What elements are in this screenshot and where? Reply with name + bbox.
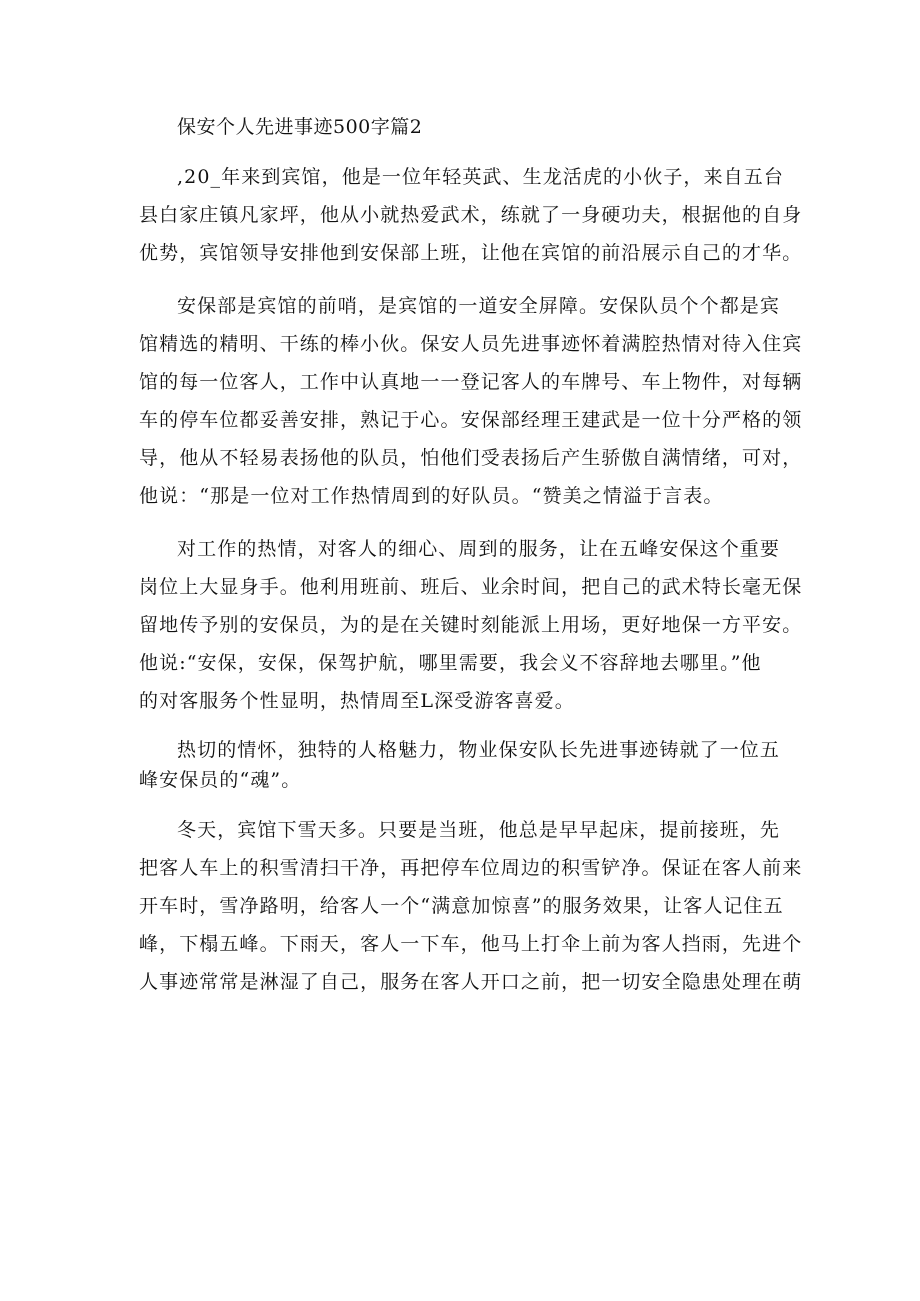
- paragraph-2: [139, 287, 803, 515]
- document-title: 保安个人先进事迹500字篇2: [177, 116, 423, 138]
- text-line: ,20_年来到宾馆，他是一位年轻英武、生龙活虎的小伙子，来自五台: [177, 166, 784, 188]
- paragraph-1: [139, 158, 803, 272]
- text-line: 人事迹常常是淋湿了自己，服务在客人开口之前，把一切安全隐患处理在萌: [139, 971, 803, 993]
- text-line: 把客人车上的积雪清扫干净，再把停车位周边的积雪铲净。保证在客人前来: [139, 857, 803, 879]
- text-line: 导，他从不轻易表扬他的队员，怕他们受表扬后产生骄傲自满情绪，可对，: [139, 447, 803, 469]
- text-line: 优势，宾馆领导安排他到安保部上班，让他在宾馆的前沿展示自己的才华。: [139, 242, 803, 264]
- paragraph-4: [139, 735, 789, 795]
- text-line: 的对客服务个性显明，热情周至L深受游客喜爱。: [139, 690, 575, 712]
- text-line: 安保部是宾馆的前哨，是宾馆的一道安全屏障。安保队员个个都是宾: [177, 295, 781, 317]
- text-line: 他说:“安保，安保，保驾护航，哪里需要，我会义不容辞地去哪里。”他: [139, 652, 762, 674]
- text-line: 对工作的热情，对客人的细心、周到的服务，让在五峰安保这个重要: [177, 538, 781, 560]
- text-line: 留地传予别的安保员，为的是在关键时刻能派上用场，更好地保一方平安。: [139, 614, 803, 636]
- text-line: 馆的每一位客人，工作中认真地一一登记客人的车牌号、车上物件，对每辆: [139, 371, 803, 393]
- text-line: 冬天，宾馆下雪天多。只要是当班，他总是早早起床，提前接班，先: [177, 819, 781, 841]
- paragraph-5: [139, 811, 803, 1001]
- text-line: 热切的情怀，独特的人格魅力，物业保安队长先进事迹铸就了一位五: [177, 739, 781, 761]
- text-line: 开车时，雪净路明，给客人一个“满意加惊喜”的服务效果，让客人记住五: [139, 895, 784, 917]
- text-line: 车的停车位都妥善安排，熟记于心。安保部经理王建武是一位十分严格的领: [139, 409, 803, 431]
- text-line: 峰安保员的“魂”。: [139, 769, 302, 791]
- text-line: 峰，下榻五峰。下雨天，客人一下车，他马上打伞上前为客人挡雨，先进个: [139, 933, 803, 955]
- text-line: 县白家庄镇凡家坪，他从小就热爱武术，练就了一身硬功夫，根据他的自身: [139, 204, 803, 226]
- paragraph-3: [139, 530, 803, 720]
- text-line: 馆精选的精明、干练的棒小伙。保安人员先进事迹怀着满腔热情对待入住宾: [139, 333, 803, 355]
- text-line: 他说：“那是一位对工作热情周到的好队员。“赞美之情溢于言表。: [139, 485, 724, 507]
- text-line: 岗位上大显身手。他利用班前、班后、业余时间，把自己的武术特长毫无保: [139, 576, 803, 598]
- document-body: [139, 112, 803, 1016]
